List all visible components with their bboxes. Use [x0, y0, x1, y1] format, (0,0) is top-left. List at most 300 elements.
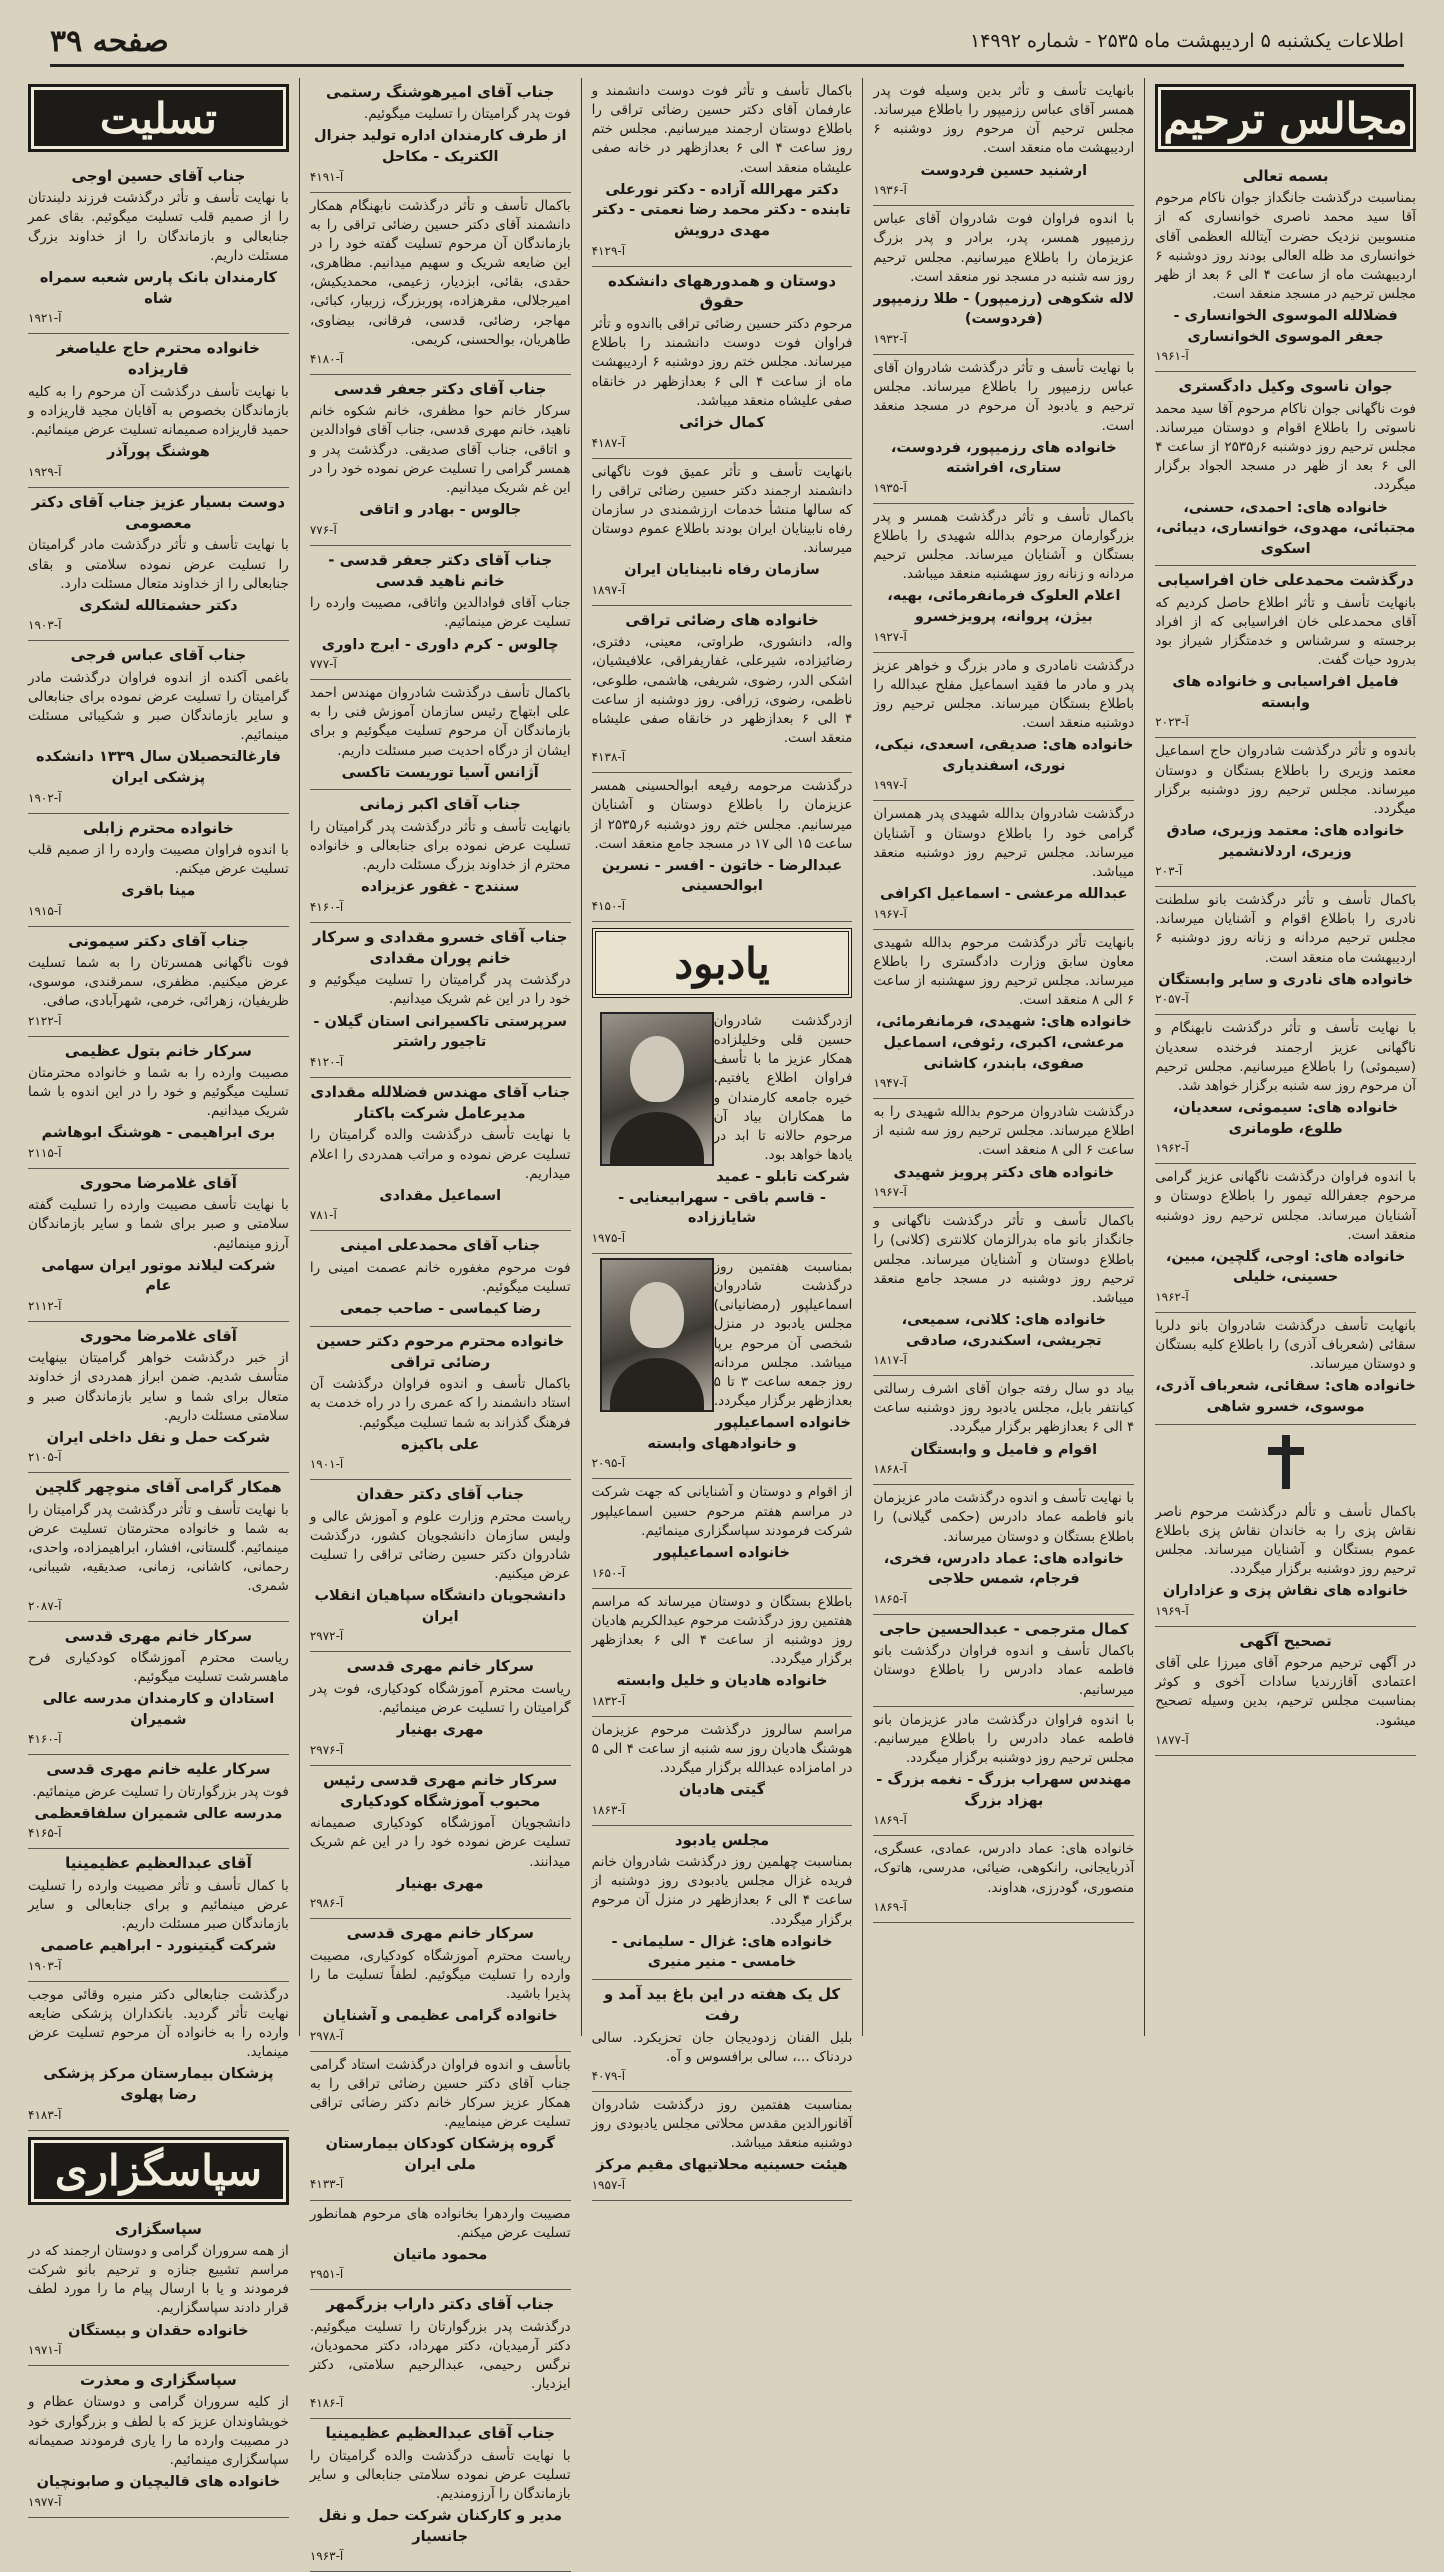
notice-body: باکمال تأسف و اندوه فراوان درگذشت آن استاد دانشمند را که عمری را در راه خدمت به فرهنگ گذراند به شما تسلیت میگوئیم. — [309, 1376, 571, 1431]
notice-signature: مهندس سهراب بزرگ - نغمه بزرگ - بهزاد بزرگ — [876, 1772, 1132, 1809]
notice-body: واله، دانشوری، طراوتی، معینی، دفتری، رضائیزاده، شیرعلی، غفاریفراقی، علافیشیان، اشکی الدر، رضوی، شریفی، هاشمی، طلوعی، ناظمی، رضوی، زرافی. روز دوشنبه از ساعت ۴ الی ۶ بعدازظهر در خانقاه صفی علیشاه منعقد است. — [591, 634, 853, 746]
notice-body: با نهایت تأسف درگذشت والده گرامیتان را تسلیت عرض نموده سلامتی جنابعالی و سایر بازماندگان را آرزومندیم. — [309, 2447, 571, 2502]
notice-item — [310, 2052, 571, 2201]
notice-item — [1155, 887, 1416, 1015]
notice-code: آ-۴۱۶۰ — [28, 1732, 62, 1747]
notice-code: آ-۲۹۵۱ — [309, 2267, 344, 2282]
notice-signature: بری ابراهیمی - هوشنگ ابوهاشم — [41, 1125, 276, 1142]
notice-signature: سنندج - غفور عزیزاده — [361, 879, 520, 896]
notice-signature: خانواده های قالیچیان و صابونچیان — [36, 2474, 281, 2491]
notice-code: آ-۲۹۸۶ — [309, 1896, 344, 1911]
notice-body: با نهایت تأسف و تأثر درگذشت پدر گرامیتان را به شما و خانواده محترمتان تسلیت عرض مینمائیم. گلستانی، افشار، ابراهیمزاده، واحدی، رحمانی، کاشانی، زمانی، صدیقیه، شیبانی، شمری. — [28, 1501, 289, 1595]
notice-item — [873, 1208, 1134, 1376]
notice-body: خانواده های: عماد دادرس، عمادی، عسگری، آذربایجانی، رانکوهی، ضیائی، مدرسی، هاتوک، منصوری، گودرزی، هداوند. — [873, 1841, 1135, 1896]
notice-body: با نهایت تأسف و تأثر درگذشت فرزند دلبندتان را از صمیم قلب تسلیت میگوئیم. بقای عمر جنابعالی و بازماندگان را از خداوند بزرگ مسئلت داریم. — [28, 190, 289, 264]
notice-body: بیاد دو سال رفته جوان آقای اشرف رسالتی کیانتفر بابل، مجلس یادبود روز دوشنبه ساعت ۴ الی ۶ بعدازظهر برگزار میگردد. — [873, 1381, 1135, 1436]
notice-body: مراسم سالروز درگذشت مرحوم عزیزمان هوشنگ هادیان روز سه شنبه از ساعت ۴ الی ۵ در امامزاده عبدالله برگزار میگردد. — [591, 1721, 853, 1777]
notice-title: خانواده محترم حاج علیاصغر قاریزاده — [56, 339, 260, 379]
notice-title: سرکار خانم بتول عظیمی — [64, 1041, 252, 1060]
notice-item — [28, 1982, 289, 2131]
notice-code: آ-۲۰۸۷ — [28, 1598, 62, 1613]
notice-item — [1155, 1499, 1416, 1627]
notice-body: فوت مرحوم مغفوره خانم عصمت امینی را تسلیت میگوئیم. — [309, 1259, 571, 1295]
notice-item — [873, 1707, 1134, 1837]
notice-title: همکار گرامی آقای منوچهر گلچین — [35, 1478, 282, 1497]
notice-item — [310, 1231, 571, 1326]
notice-item — [1155, 738, 1416, 887]
notice-title: کمال مترجمی - عبدالحسین حاجی — [879, 1619, 1129, 1638]
notice-item — [310, 2201, 571, 2291]
notice-signature: خانواده های رزمیپور، فردوست، ستاری، افراشته — [890, 439, 1117, 477]
notice-body: درگذشت مرحومه رفیعه ابوالحسینی همسر عزیزمان را باطلاع دوستان و آشنایان میرسانیم. مجلس ختم روز دوشنبه ۶ر۲۵۳۵ از ساعت ۱۵ الی ۱۷ در مسجد جامع منعقد است. — [591, 778, 853, 852]
notice-item — [873, 206, 1134, 355]
notice-body: مصیبت وارده را به شما و خانواده محترمتان تسلیت میگوئیم و خود را در این اندوه با شما شریک میدانیم. — [28, 1064, 289, 1120]
notice-item — [1155, 1627, 1416, 1756]
notice-item — [1155, 1164, 1416, 1313]
notice-code: آ-۱۹۰۳ — [28, 618, 62, 633]
issue-info: اطلاعات یکشنبه ۵ اردیبهشت ماه ۲۵۳۵ - شماره ۱۴۹۹۲ — [969, 30, 1404, 52]
notice-item — [592, 78, 853, 267]
notice-item — [1155, 372, 1416, 566]
notice-signature: خانواده های نادری و سایر وابستگان — [1158, 971, 1414, 988]
notice-signature: خانواده های: اوجی، گلچین، مبین، حسینی، خلیلی — [1165, 1248, 1406, 1286]
notice-item — [1155, 162, 1416, 372]
notice-code: آ-۱۹۷۵ — [591, 1230, 626, 1245]
notice-code: آ-۱۹۲۱ — [28, 311, 62, 326]
notice-code: آ-۱۸۷۷ — [1155, 1732, 1189, 1747]
notice-signature: خانواده های: عماد دادرس، فخری، فرجام، شمس حلاجی — [883, 1550, 1124, 1588]
notice-title: جناب آقای دکتر حقدان — [356, 1485, 525, 1504]
notice-body: باکمال تأسف و اندوه فراوان درگذشت بانو فاطمه عماد دادرس را باطلاع دوستان میرسانیم. — [873, 1643, 1135, 1698]
notice-body: فوت ناگهانی جوان ناکام مرحوم آقا سید محمد ناسوتی را باطلاع اقوام و دوستان میرساند. مجلس ترحیم روز دوشنبه ۶ر۲۵۳۵ از ساعت ۴ الی ۶ بعد از ظهر در مسجد الجواد برگزار میگردد. — [1155, 400, 1416, 494]
notice-item — [592, 459, 853, 606]
notice-code: آ-۲۹۷۶ — [309, 1742, 344, 1757]
notice-body: باتأسف و اندوه فراوان درگذشت استاد گرامی جناب آقای دکتر حسین رضائی تراقی را به همکار عزیز سرکار خانم دکتر رضائی تراقی تسلیت عرض مینماییم. — [309, 2056, 571, 2131]
notice-body: با کمال تأسف و تأثر مصیبت وارده را تسلیت عرض مینمائیم و برای جنابعالی و سایر بازماندگان صبر مسئلت داریم. — [28, 1877, 289, 1933]
notice-body: از خبر درگذشت خواهر گرامیتان بینهایت متأسف شدیم. ضمن ابراز همدردی از خداوند متعال برای شما و سایر بازماندگان صبر و سلامتی مسئلت داریم. — [28, 1350, 289, 1424]
notice-signature: فارغالتحصیلان سال ۱۳۳۹ دانشکده پزشکی ایران — [35, 749, 281, 786]
notice-code: آ-۱۸۱۷ — [873, 1353, 907, 1368]
column-memorial — [1144, 78, 1426, 2036]
notice-title: سپاسگزاری و معذرت — [80, 2371, 237, 2390]
notice-code: آ-۲۱۰۵ — [28, 1450, 62, 1465]
notice-body: با نهایت تأسف و تأثر درگذشت نابهنگام و ناگهانی عزیز ارجمند فرخنده سعدیان (سیموئی) را باطلاع میرسانیم. مجلس ترحیم آن مرحوم روز سه شنبه برگزار خواهد شد. — [1155, 1020, 1416, 1094]
notice-signature: ارشنید حسین فردوست — [920, 162, 1088, 179]
notice-body: بلبل الفنان زدودیجان جان تحزیکرد. سالی دردناک ...، سالی برافسوس و آه. — [591, 2029, 853, 2065]
notice-signature: گیتی هادیان — [678, 1782, 766, 1799]
notice-item — [310, 2419, 571, 2572]
remembrance-banner: یادبود — [592, 928, 853, 998]
notice-code: آ-۴۱۵۰ — [591, 898, 626, 913]
notice-item — [873, 801, 1134, 929]
notice-item — [310, 790, 571, 922]
notice-title: مجلس یادبود — [674, 1830, 770, 1849]
column-2 — [299, 78, 581, 2564]
portrait-suit — [610, 1112, 704, 1164]
notice-code: آ-۴۱۸۰ — [309, 351, 344, 366]
notice-code: آ-۴۱۸۶ — [309, 2396, 344, 2411]
notice-signature: از طرف کارمندان اداره تولید جنرال الکتریک - مکاحل — [313, 128, 567, 166]
notice-code: آ-۲۰۳ — [1155, 864, 1183, 879]
notice-signature: مینا باقری — [121, 883, 196, 900]
notice-code: آ-۴۱۶۵ — [28, 1826, 62, 1841]
notice-item — [28, 2215, 289, 2367]
notice-signature: هیئت حسینیه محلاتیهای مقیم مرکز — [596, 2157, 848, 2174]
notice-body: با نهایت تأسف و تأثر درگذشت مادر گرامیتان را تسلیت عرض نموده سلامتی و بقای جنابعالی را از خداوند متعال مسئلت دارد. — [28, 537, 289, 592]
notice-body: درگذشت شادروان بدالله شهیدی پدر همسران گرامی خود را باطلاع دوستان و آشنایان میرساند. مجلس ترحیم روز دوشنبه منعقد میباشد. — [873, 806, 1135, 880]
notice-item — [873, 1099, 1134, 1208]
notice-body: بانهایت تأسف و تأثر اطلاع حاصل کردیم که آقای محمدعلی خان افراسیابی که از افراد برجسته و سرشناس و خدمتگزار شیراز بود بدرود حیات گفت. — [1155, 594, 1416, 668]
notice-signature: اعلام العلوک فرمانفرمائی، بهیه، بیژن، پروانه، پرویزخسرو — [887, 588, 1121, 626]
notice-signature: خانواده اسماعیلپور و خانوادههای وابسته — [647, 1415, 851, 1452]
notice-code: آ-۱۸۶۵ — [873, 1591, 907, 1606]
notice-item — [592, 606, 853, 773]
condolence-banner: تسلیت — [28, 84, 289, 152]
notice-item — [1155, 1015, 1416, 1164]
notice-item — [1155, 1313, 1416, 1425]
portrait-photo — [600, 1258, 714, 1412]
notice-code: آ-۴۱۳۸ — [591, 750, 626, 765]
notice-body: جناب آقای فوادالدین واتاقی، مصیبت وارده را تسلیت عرض مینمائیم. — [309, 595, 571, 631]
notice-signature: خانواده های: سقائی، شعرباف آذری، موسوی، خسرو شاهی — [1155, 1378, 1416, 1416]
notice-item — [592, 1589, 853, 1717]
notice-body: از کلیه سروران گرامی و دوستان عظام و خویشاوندان عزیز که با لطف و بزرگواری خود در مصیبت وارده ما را یاری فرمودند صمیمانه سپاسگزاری مینمائیم. — [28, 2394, 289, 2468]
notice-item — [310, 680, 571, 790]
gratitude-banner: سپاسگزاری — [28, 2137, 289, 2205]
notice-body: فوت پدر گرامیتان را تسلیت میگوئیم. — [363, 106, 571, 123]
notice-item — [873, 653, 1134, 802]
notice-signature: عبدالرضا - خاتون - افسر - نسرین ابوالحسینی — [601, 857, 843, 895]
notice-signature: سازمان رفاه نابینایان ایران — [624, 562, 820, 579]
notice-body: مصیبت واردهرا بخانواده های مرحوم همانطور تسلیت عرض میکنم. — [309, 2205, 571, 2241]
notice-code: آ-۱۹۷۷ — [28, 2494, 62, 2509]
notice-signature: چالوس - کرم داوری - ایرج داوری — [321, 636, 559, 653]
notice-title: جناب آقای عباس فرجی — [70, 646, 247, 665]
notice-body: در آگهی ترحیم مرحوم آقای میرزا علی آقای اعتمادی آقازرندیا سادات آخوی و کوثر بمناسبت مجلس ترحیم، بدین وسیله تصحیح میشود. — [1155, 1655, 1416, 1729]
notice-body: فوت پدر بزرگوارتان را تسلیت عرض مینمائیم. — [32, 1783, 289, 1800]
notice-body: باکمال تأسف و تألم درگذشت مرحوم ناصر نقاش پزی را به خاندان نقاش پزی باطلاع عموم بستگان و آشنایان میرساند. مجلس ترحیم روز دوشنبه برگزار میگردد. — [1155, 1503, 1416, 1578]
notice-code: آ-۱۹۶۷ — [873, 906, 907, 921]
notice-code: آ-۱۹۷۱ — [28, 2343, 62, 2358]
notice-signature: خانواده حقدان و بیستگان — [68, 2322, 249, 2339]
notice-item — [310, 1327, 571, 1481]
notice-signature: دکتر مهرالله آزاده - دکتر نورعلی تابنده - دکتر محمد رضا نعمتی - دکتر مهدی درویش — [593, 181, 851, 239]
portrait-suit — [610, 1358, 704, 1410]
notice-item — [28, 1473, 289, 1621]
notice-body: باکمال تأسف درگذشت شادروان مهندس احمد علی ابتهاج رئیس سازمان آموزش فنی را به بازماندگان آن مرحوم تسلیت میگوئیم و برای ایشان از درگاه احدیت صبر مسئلت داریم. — [309, 685, 571, 759]
notice-title: جناب آقای مهندس فضلالله مقدادی مدیرعامل شرکت باکتار — [310, 1082, 571, 1123]
notice-signature: اقوام و فامیل و وابستگان — [910, 1441, 1098, 1458]
notice-body: فوت ناگهانی همسرتان را به شما تسلیت عرض میکنیم. مظفری، سمرقندی، موسوی، ظریفیان، زهرائی، خرمی، شهرآبادی، صافی. — [28, 955, 289, 1010]
notice-code: آ-۱۹۶۲ — [1155, 1141, 1189, 1156]
notice-body: سرکار خانم حوا مظفری، خانم شکوه خانم ناهید، خانم مهری قدسی، جناب آقای فوادالدین و اتاقی، جناب آقای صدیقی. درگذشت پدر و همسر گرامی را تسلیت عرض نموده خود را در این غم شریک میدانیم. — [309, 403, 571, 496]
notice-title: خانواده محترم زابلی — [82, 818, 234, 837]
notice-code: آ-۲۱۲۲ — [28, 1013, 62, 1028]
notice-code: آ-۴۱۸۷ — [591, 435, 626, 450]
notice-body: ریاست محترم آموزشگاه کودکیاری، فوت پدر گرامیتان را تسلیت عرض مینمائیم. — [309, 1680, 571, 1716]
notice-title: سرکار علیه خانم مهری قدسی — [46, 1760, 271, 1779]
notice-body: ریاست محترم وزارت علوم و آموزش عالی و ولیس سازمان دانشجویان کشور، درگذشت شادروان دکتر حسین رضائی تراقی را تسلیت عرض میکنیم. — [309, 1508, 571, 1583]
notice-item — [873, 1376, 1134, 1485]
notice-item — [310, 923, 571, 1078]
notice-title: خانواده محترم مرحوم دکتر حسین رضائی تراقی — [316, 1331, 565, 1371]
notice-item — [592, 267, 853, 459]
notice-body: باغمی آکنده از اندوه فراوان درگذشت مادر گرامیتان را تسلیت عرض نموده برای جنابعالی و سایر بازماندگان صبر و شکیبائی مسئلت مینمائیم. — [28, 669, 289, 744]
notice-title: جوان ناسوی وکیل دادگستری — [1178, 377, 1393, 396]
notice-title: جناب آقای دکتر جعفر قدسی - خانم ناهید قدسی — [328, 550, 553, 590]
notice-item — [310, 1652, 571, 1765]
notice-signature: گروه پزشکان کودکان بیمارستان ملی ایران — [325, 2136, 555, 2173]
notice-signature: خانواده های: معتمد وزیری، صادق وزیری، اردلانشمیر — [1166, 822, 1405, 860]
notice-code: آ-۱۹۰۳ — [28, 1958, 62, 1973]
notice-code: آ-۴۱۳۳ — [309, 2177, 344, 2192]
notice-item — [310, 78, 571, 193]
notice-signature: آژانس آسیا توریست تاکسی — [341, 764, 539, 781]
notice-title: جناب آقای اکبر زمانی — [359, 795, 521, 814]
notice-item — [28, 1755, 289, 1849]
memorial-banner: مجالس ترحیم — [1155, 84, 1416, 152]
notice-code: آ-۲۰۵۷ — [1155, 992, 1189, 1007]
notice-title: سرکار خانم مهری قدسی رئیس محبوب آموزشگاه کودکیاری — [323, 1770, 558, 1810]
notice-code: آ-۱۹۳۲ — [873, 332, 907, 347]
notice-item — [28, 641, 289, 813]
notice-item — [28, 162, 289, 334]
notice-code: آ-۴۱۶۰ — [309, 899, 344, 914]
page-number: صفحه ۳۹ — [50, 23, 169, 59]
notice-body: با نهایت تأسف مصیبت وارده را تسلیت گفته سلامتی و صبر برای شما و سایر بازماندگان آرزو مینمائیم. — [28, 1197, 289, 1252]
notice-body: بانهایت تأسف درگذشت شادروان بانو دلربا سقائی (شعرباف آذری) را باطلاع کلیه بستگان و دوستان میرساند. — [1155, 1318, 1416, 1373]
notice-item — [1155, 566, 1416, 738]
notice-item — [873, 504, 1134, 653]
notice-item — [28, 1169, 289, 1322]
notice-title: جناب آقای عبدالعظیم عظیمینیا — [325, 2424, 555, 2443]
notice-item — [28, 1849, 289, 1981]
notice-signature: شرکت لیلاند موتور ایران سهامی عام — [41, 1257, 276, 1295]
notice-body: ریاست محترم آموزشگاه کودکیاری فرح ماهسرشت تسلیت میگوئیم. — [28, 1649, 289, 1685]
notice-title: دوست بسیار عزیز جناب آقای دکتر معصومی — [31, 492, 286, 533]
notice-code: آ-۷۷۷ — [309, 657, 337, 672]
notice-signature: خانواده های: شهیدی، فرمانفرمائی، مرعشی، اکبری، رئوفی، اسماعیل صفوی، بابندر، کاشانی — [875, 1014, 1132, 1072]
notice-code: آ-۴۱۹۱ — [309, 169, 344, 184]
notice-title: جناب آقای حسین اوجی — [71, 167, 246, 185]
notice-body: دانشجویان آموزشگاه کودکیاری صمیمانه تسلیت عرض نموده خود را در این غم شریک میدانند. — [309, 1815, 571, 1870]
notice-body: بمناسبت هفتمین روز درگذشت شادروان آقانورالدین مقدس محلاتی مجلس یادبودی روز دوشنبه منعقد میباشد. — [591, 2096, 853, 2152]
column-3 — [581, 78, 863, 2192]
notice-title: جناب آقای محمدعلی امینی — [340, 1236, 541, 1255]
notice-title: جناب آقای خسرو مقدادی و سرکار خانم پوران مقدادی — [312, 927, 568, 967]
notice-item — [592, 773, 853, 922]
notice-body: باندوه و تأثر درگذشت شادروان حاج اسماعیل معتمد وزیری را باطلاع بستگان و دوستان میرساند. مجلس ترحیم روز دوشنبه برگزار میگردد. — [1155, 743, 1416, 817]
notice-body: باکمال تأسف و تأثر درگذشت همسر و پدر بزرگوارمان مرحوم بدالله شهیدی را باطلاع بستگان و آشنایان میرساند. مجلس ترحیم مردانه و زنانه روز سهشنبه منعقد میباشد. — [873, 508, 1135, 583]
notice-body: با اندوه فراوان مصیبت وارده را از صمیم قلب تسلیت عرض میکنم. — [28, 841, 289, 878]
notice-signature: شرکت حمل و نقل داخلی ایران — [46, 1429, 271, 1446]
notice-code: آ-۲۹۷۸ — [309, 2028, 344, 2043]
notice-item — [28, 814, 289, 927]
notice-body: بمناسبت چهلمین روز درگذشت شادروان خانم فریده غزال مجلس یادبودی روز دوشنبه از ساعت ۴ الی ۶ بعدازظهر در منزل آن مرحوم برگزار میگردد. — [591, 1854, 853, 1928]
notice-signature: فامیل افراسیابی و خانواده های وابسته — [1172, 674, 1399, 711]
notice-title: جناب آقای دکتر جعفر قدسی — [333, 379, 547, 398]
notice-signature: خانواده اسماعیلپور — [654, 1544, 790, 1561]
notice-code: آ-۱۸۶۹ — [873, 1899, 907, 1914]
notice-title: جناب آقای دکتر سیمونی — [68, 931, 249, 950]
notice-body: ازدرگذشت شادروان حسین قلی وخلیلزاده همکار عزیز ما با تأسف فراوان اطلاع یافتیم. خیره جامعه کارمندان و ما همکاران بیاد آن مرحوم حالانه تا ابد در یادها خواهد بود. — [713, 1013, 853, 1164]
notice-code: آ-۱۹۳۶ — [873, 183, 907, 198]
notice-code: آ-۴۱۸۳ — [28, 2107, 62, 2122]
notice-item — [28, 488, 289, 642]
notice-item — [310, 375, 571, 546]
notice-item — [28, 334, 289, 488]
notice-code: آ-۱۸۹۷ — [591, 582, 626, 597]
notice-signature: مهری بهنیار — [396, 1875, 484, 1892]
notice-signature: کارمندان بانک پارس شعبه سمراه شاه — [39, 269, 277, 307]
notice-code: آ-۷۷۶ — [309, 522, 337, 537]
notice-signature: استادان و کارمندان مدرسه عالی شمیران — [42, 1691, 275, 1728]
notice-body: بانهایت تأسف و تأثر عمیق فوت ناگهانی دانشمند ارجمند دکتر حسین رضائی تراقی را که سالها منشأ خدمات ارزشمندی در سازمان رفاه نابینایان ایران بودند باطلاع عموم دوستان میرساند. — [591, 463, 853, 557]
notice-title: آقای غلامرضا محوری — [79, 1173, 237, 1192]
notice-signature: جالوس - بهادر و اتاقی — [359, 502, 522, 518]
notice-item — [873, 1615, 1134, 1707]
notice-body: با نهایت تأسف درگذشت آن مرحوم را به کلیه بازماندگان بخصوص به آقایان مجید قاریزاده و حمید قاریزاده صمیمانه تسلیت عرض مینمائیم. — [28, 383, 289, 439]
notice-signature: خانواده های: کلانی، سمیعی، تجریشی، اسکندری، صادقی — [901, 1311, 1107, 1349]
notice-code: آ-۲۰۹۵ — [591, 1456, 626, 1471]
notice-code: آ-۱۹۶۹ — [1155, 1603, 1189, 1618]
notice-item — [310, 193, 571, 375]
notice-code: آ-۱۸۶۸ — [873, 1462, 907, 1477]
notice-body: باکمال تأسف و تأثر درگذشت نابهنگام همکار دانشمند آقای دکتر حسین رضائی تراقی را به بازماندگان آن مرحوم تسلیت گفته خود را در این ضایعه شریک و سهیم میدانیم. مظاهری، حقدی، بقائی، ابزدیار، زعیمی، محمدیکیش، امیرجلالی، مقرهزاده، پوربزرگ، زربیار، کبائی، مهاجر، رضائی، قدسی، فرقانی، بیضاوی، طاهریان، بوالحسنی، کریمی. — [309, 197, 571, 348]
notice-signature: لاله شکوهی (رزمیپور) - طلا رزمیپور (فردوست) — [873, 290, 1135, 328]
notice-item — [310, 1766, 571, 1920]
notice-body: مرحوم دکتر حسین رضائی تراقی بااندوه و تأثر فراوان فوت دوست دانشمند را باطلاع میرساند. مجلس ختم روز دوشنبه ۶ اردیبهشت ماه از ساعت ۴ الی ۶ بعدازظهر در خانقاه صفی علیشاه منعقد میباشد. — [591, 316, 853, 409]
notice-signature: شرکت تابلو - عمید - قاسم باقی - سهرابیعنایی - شایاززاده — [618, 1169, 850, 1227]
notice-signature: فضلالله الموسوی الخوانساری - جعفر الموسوی الخوانساری — [1173, 308, 1398, 345]
notice-body: از اقوام و دوستان و آشنایانی که جهت شرکت در مراسم هفتم مرحوم حسین اسماعیلپور شرکت فرمودند سپاسگزاری مینمائیم. — [591, 1484, 853, 1539]
notice-code: آ-۱۹۹۷ — [873, 778, 907, 793]
notice-title: تصحیح آگهی — [1239, 1631, 1332, 1650]
notice-signature: خانواده های دکتر پرویز شهیدی — [893, 1164, 1115, 1181]
notice-body: از همه سروران گرامی و دوستان ارجمند که در مراسم تشییع جنازه و ترحیم بانو شرکت فرمودند و یا با ارسال پیام ما را مورد لطف قرار دادند سپاسگزاریم. — [28, 2242, 289, 2317]
notice-signature: خانواده های: احمدی، حسنی، مجتبائی، مهدوی، خوانساری، دیبائی، اسکوی — [1155, 499, 1416, 557]
notice-signature: هوشنگ پورآذر — [106, 444, 210, 461]
notice-title: خانواده های رضائی تراقی — [625, 610, 819, 629]
notice-body: با اندوه فراوان فوت شادروان آقای عباس رزمیپور همسر، پدر، برادر و پدر بزرگ عزیزمان را باطلاع میرسانیم. مجلس ترحیم روز سه شنبه در مسجد نور منعقد است. — [873, 211, 1135, 285]
notice-signature: مهری بهنیار — [396, 1722, 484, 1739]
notice-item — [28, 2366, 289, 2518]
notice-code: آ-۱۹۲۷ — [873, 629, 907, 644]
notice-item — [310, 1480, 571, 1652]
notice-title: سرکار خانم مهری قدسی — [346, 1924, 534, 1943]
cross-icon — [1266, 1435, 1306, 1489]
notice-body: ریاست محترم آموزشگاه کودکیاری، مصیبت وارده را تسلیت میگوئیم. لطفاً تسلیت ما را پذیرا باشید. — [309, 1947, 571, 2002]
notice-item — [873, 930, 1134, 1099]
portrait-face — [630, 1282, 684, 1348]
notice-code: آ-۱۹۳۵ — [873, 480, 907, 495]
notice-signature: پزشکان بیمارستان مرکز پزشکی رضا پهلوی — [43, 2066, 274, 2103]
notice-body: درگذشت نامادری و مادر بزرگ و خواهر عزیز پدر و مادر ما فقید اسماعیل مفلح عبدالله را باطلاع بستگان میرساند. مجلس ترحیم روز دوشنبه منعقد است. — [873, 657, 1135, 732]
notice-code: آ-۲۰۲۳ — [1155, 715, 1189, 730]
notice-title: کل یک هفته در این باغ بید آمد و رفت — [603, 1984, 841, 2025]
notice-code: آ-۴۱۲۹ — [591, 243, 626, 258]
notice-item — [592, 1717, 853, 1826]
notice-code: آ-۴۱۲۰ — [309, 1054, 344, 1069]
notice-item — [873, 78, 1134, 206]
notice-code: آ-۱۹۰۱ — [309, 1457, 344, 1472]
notice-signature: خانواده های نقاش پزی و عزاداران — [1162, 1583, 1409, 1600]
notice-signature: محمود ماتیان — [393, 2246, 488, 2263]
notice-code: آ-۱۸۶۹ — [873, 1813, 907, 1828]
notice-item — [310, 1919, 571, 2051]
notice-body: درگذشت شادروان مرحوم بدالله شهیدی را به اطلاع میرساند. مجلس ترحیم روز سه شنبه از ساعت ۶ الی ۸ منعقد است. — [873, 1104, 1135, 1159]
notice-signature: مدیر و کارکنان شرکت حمل و نقل جانسیار — [318, 2508, 562, 2545]
notice-body: باطلاع بستگان و دوستان میرساند که مراسم هفتمین روز درگذشت مرحوم عبدالکریم هادیان روز دوشنبه از ساعت ۴ الی ۶ بعدازظهر برگزار میگردد. — [591, 1593, 853, 1667]
notice-signature: خانواده هادیان و خلیل وابسته — [616, 1673, 828, 1690]
notice-title: دوستان و همدورههای دانشکده حقوق — [607, 271, 837, 311]
notice-item — [873, 1485, 1134, 1615]
notice-body: با نهایت تأسف و تأثر درگذشت شادروان آقای عباس رزمیپور را باطلاع میرساند. مجلس ترحیم و یادبود آن مرحوم در مسجد منعقد است. — [873, 360, 1135, 434]
notice-signature: دکتر حشمتالله لشکری — [79, 597, 238, 614]
notice-signature: علی باکیزه — [401, 1436, 480, 1453]
notice-body: با اندوه فراوان درگذشت ناگهانی عزیز گرامی مرحوم جعفرالله تیمور را باطلاع دوستان و آشنایان میرساند. مجلس ترحیم روز دوشنبه منعقد است. — [1155, 1169, 1416, 1243]
notice-code: آ-۱۶۵۰ — [591, 1565, 626, 1580]
notice-code: آ-۱۹۶۷ — [873, 1185, 907, 1200]
notice-title: جناب آقای دکتر داراب بزرگمهر — [326, 2295, 555, 2314]
notice-body: درگذشت جنابعالی دکتر منیره وقائی موجب نهایت تأثر گردید. بانکداران پزشکی ضایعه وارده را به خانواده آن مرحوم تسلیت عرض مینماید. — [28, 1986, 289, 2061]
notice-code: آ-۱۸۶۳ — [591, 1802, 626, 1817]
notice-body: با اندوه فراوان درگذشت مادر عزیزمان بانو فاطمه عماد دادرس را باطلاع میرسانیم. مجلس ترحیم روز دوشنبه برگزار میگردد. — [873, 1711, 1135, 1766]
notice-item — [592, 1980, 853, 2092]
notice-item — [28, 1037, 289, 1169]
portrait-face — [630, 1036, 684, 1102]
notice-code: آ-۱۸۳۲ — [591, 1693, 626, 1708]
notice-signature: مدرسه عالی شمیران سلفاقعظمی — [34, 1805, 283, 1822]
notice-title: آقای غلامرضا محوری — [79, 1326, 237, 1345]
notice-item — [592, 2092, 853, 2201]
column-4 — [862, 78, 1144, 2036]
notice-signature: خانواده های: صدیقی، اسعدی، نیکی، نوری، اسفندیاری — [874, 737, 1134, 774]
notice-signature: خانواده های: سیموئی، سعدیان، طلوع، طومانری — [1172, 1100, 1399, 1137]
notice-body: باکمال تأسف و تأثر درگذشت ناگهانی و جانگداز بانو ماه بدرالزمان کلانتری (کلانی) را باطلاع دوستان و آشنایان میرساند. مجلس ترحیم روز دوشنبه در مسجد جامع منعقد میباشد. — [873, 1213, 1135, 1306]
columns — [18, 78, 1426, 2564]
notice-code: آ-۲۱۱۵ — [28, 1145, 62, 1160]
notice-body: درگذشت پدر گرامیتان را تسلیت میگوئیم و خود را در این غم شریک میدانیم. — [309, 972, 571, 1008]
notice-code: آ-۷۸۱ — [309, 1208, 337, 1223]
notice-signature: رضا کیماسی - صاحب جمعی — [339, 1301, 541, 1318]
notice-title: سپاسگزاری — [114, 2219, 202, 2238]
notice-item — [310, 546, 571, 681]
notice-body: با نهایت تأسف و اندوه درگذشت مادر عزیزمان بانو فاطمه عماد دادرس (حکمی گیلانی) را باطلاع بستگان و دوستان میرساند. — [873, 1490, 1135, 1545]
notice-signature: خانواده گرامی عظیمی و آشنایان — [322, 2008, 558, 2025]
notice-code: آ-۱۹۶۲ — [1155, 1289, 1189, 1304]
notice-title: درگذشت محمدعلی خان افراسیابی — [1157, 571, 1414, 590]
notice-item — [592, 1479, 853, 1588]
notice-signature: اسماعیل مقدادی — [379, 1187, 502, 1204]
notice-code: آ-۲۱۱۲ — [28, 1298, 62, 1313]
notice-signature: شرکت گیتینورد - ابراهیم عاصمی — [40, 1938, 277, 1955]
notice-body: درگذشت پدر بزرگوارتان را تسلیت میگوئیم. دکتر آرمیدیان، دکتر مهرداد، دکتر محمودیان، نرگس رحیمی، عبدالرحیم سلامتی، دکتر ایزدیار. — [309, 2318, 571, 2393]
notice-body: بمناسبت هفتمین روز درگذشت شادروان اسماعیلپور (رمضانیانی) مجلس یادبود در منزل شخصی آن مرحوم برپا میباشد. مجلس مردانه روز جمعه ساعت ۳ تا ۵ بعدازظهر برگزار میگردد. — [713, 1259, 853, 1410]
notice-item — [873, 355, 1134, 504]
notice-code: آ-۱۹۱۵ — [28, 903, 62, 918]
notice-signature: کمال خزائی — [679, 414, 765, 431]
notice-body: باکمال تأسف و تأثر درگذشت بانو سلطنت نادری را باطلاع اقوام و آشنایان میرساند. مجلس ترحیم مردانه و زنانه روز دوشنبه ۶ اردیبهشت ماه منعقد است. — [1155, 892, 1416, 966]
notice-item — [28, 927, 289, 1037]
notice-item — [310, 2290, 571, 2419]
notice-title: سرکار خانم مهری قدسی — [64, 1626, 253, 1645]
notice-item — [28, 1322, 289, 1474]
notice-code: آ-۱۹۰۲ — [28, 790, 62, 805]
notice-code: آ-۱۹۲۹ — [28, 464, 62, 479]
notice-body: بانهایت تأسف و تأثر درگذشت پدر گرامیتان را تسلیت عرض نموده برای جنابعالی و خانواده محترم از خداوند بزرگ مسئلت داریم. — [309, 818, 571, 873]
notice-body: بانهایت تأثر درگذشت مرحوم بدالله شهیدی معاون سابق وزارت دادگستری را باطلاع میرساند. مجلس ترحیم روز سهشنبه از ساعت ۶ الی ۸ منعقد است. — [873, 934, 1135, 1009]
